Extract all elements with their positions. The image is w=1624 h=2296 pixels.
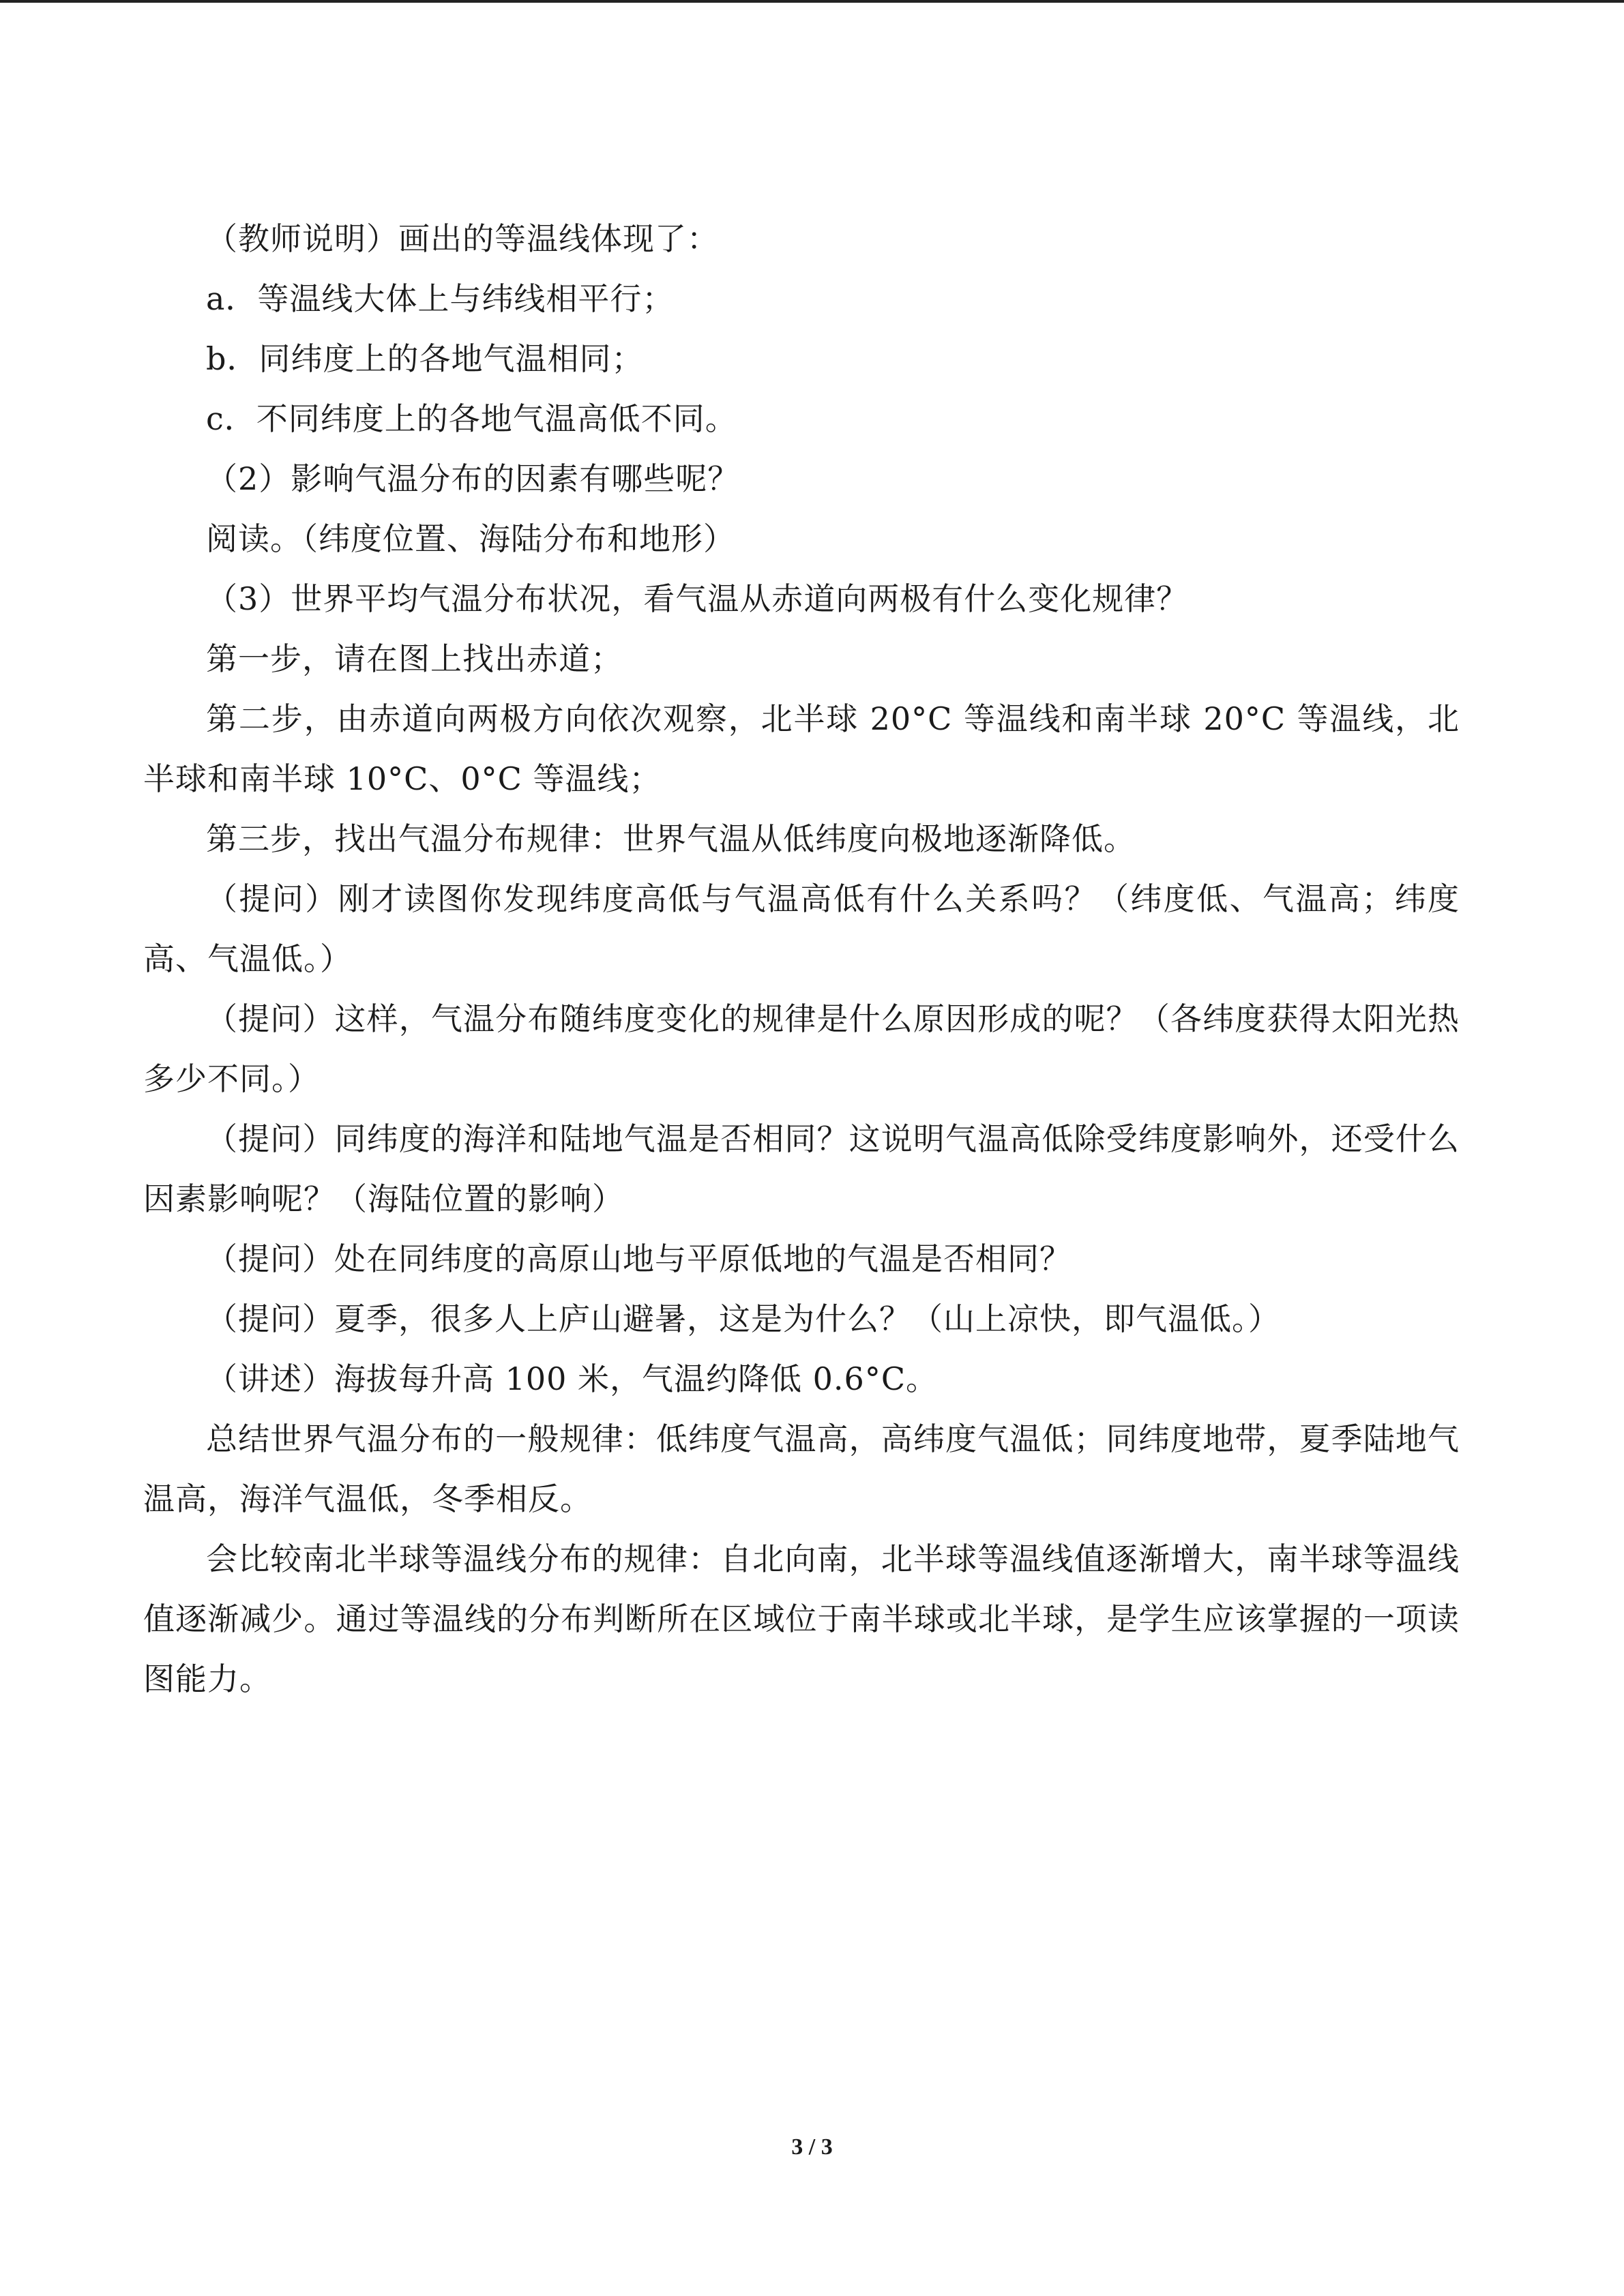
paragraph-narration-altitude: （讲述）海拔每升高 100 米，气温约降低 0.6°C。 (206, 1360, 939, 1397)
top-border-line (0, 0, 1624, 3)
paragraph-ask-lushan: （提问）夏季，很多人上庐山避暑，这是为什么？（山上凉快，即气温低。） (206, 1300, 1280, 1337)
paragraph-ask-land-sea: （提问）同纬度的海洋和陆地气温是否相同？这说明气温高低除受纬度影响外，还受什么因素影响呢？（海陆位置的影响） (143, 1120, 1460, 1217)
document-body (143, 209, 1460, 1709)
paragraph-ask-latitude: （提问）刚才读图你发现纬度高低与气温高低有什么关系吗？（纬度低、气温高；纬度高、气温低。） (143, 880, 1460, 977)
paragraph-point-a: a．等温线大体上与纬线相平行； (206, 280, 675, 317)
paragraph-ask-terrain: （提问）处在同纬度的高原山地与平原低地的气温是否相同？ (206, 1240, 1072, 1277)
paragraph-hemisphere-comparison: 会比较南北半球等温线分布的规律：自北向南，北半球等温线值逐渐增大，南半球等温线值逐渐减少。通过等温线的分布判断所在区域位于南半球或北半球，是学生应该掌握的一项读图能力。 (143, 1540, 1460, 1697)
paragraph-step-1: 第一步，请在图上找出赤道； (206, 640, 623, 677)
paragraph-summary: 总结世界气温分布的一般规律：低纬度气温高，高纬度气温低；同纬度地带，夏季陆地气温高，海洋气温低，冬季相反。 (143, 1420, 1460, 1517)
paragraph-ask-cause: （提问）这样，气温分布随纬度变化的规律是什么原因形成的呢？（各纬度获得太阳光热多少不同。） (143, 1000, 1460, 1097)
paragraph-step-3: 第三步，找出气温分布规律：世界气温从低纬度向极地逐渐降低。 (206, 820, 1136, 857)
paragraph-question-2: （2）影响气温分布的因素有哪些呢？ (206, 460, 740, 497)
paragraph-point-b: b．同纬度上的各地气温相同； (206, 340, 644, 377)
page-number: 3 / 3 (791, 2134, 833, 2160)
paragraph-step-2: 第二步，由赤道向两极方向依次观察，北半球 20°C 等温线和南半球 20°C 等温线，北半球和南半球 10°C、0°C 等温线； (143, 700, 1460, 797)
paragraph-reading: 阅读。（纬度位置、海陆分布和地形） (206, 520, 735, 557)
paragraph-point-c: c．不同纬度上的各地气温高低不同。 (206, 400, 737, 437)
paragraph-teacher-explanation: （教师说明）画出的等温线体现了： (206, 220, 719, 257)
paragraph-question-3: （3）世界平均气温分布状况，看气温从赤道向两极有什么变化规律？ (206, 580, 1189, 617)
